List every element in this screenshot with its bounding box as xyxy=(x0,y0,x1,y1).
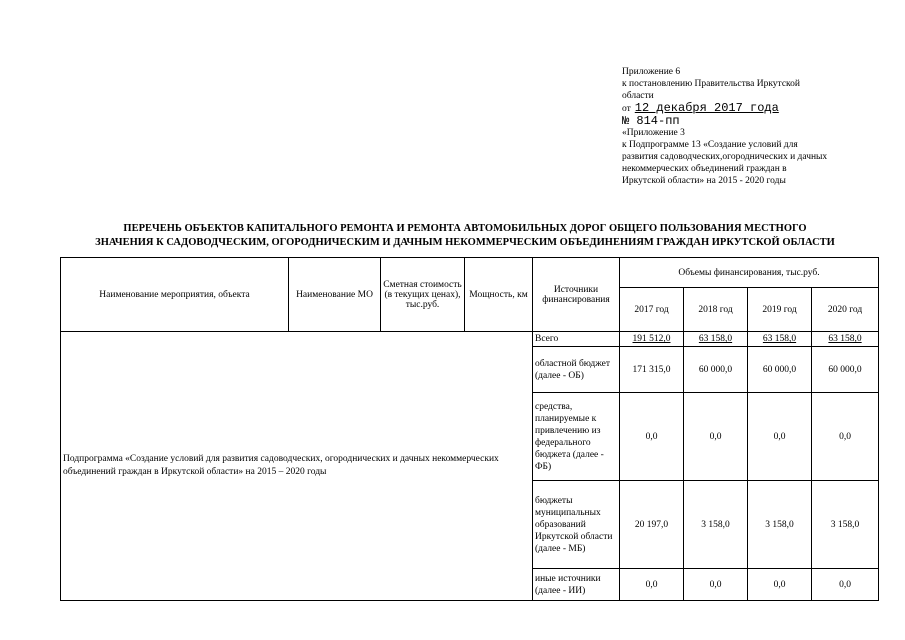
appendix-number: Приложение 6 xyxy=(622,67,681,77)
annex-3: «Приложение 3 xyxy=(622,128,685,138)
header-cost: Сметная стоимость (в текущих ценах), тыс.руб. xyxy=(381,258,465,332)
title-line-1: ПЕРЕЧЕНЬ ОБЪЕКТОВ КАПИТАЛЬНОГО РЕМОНТА И РЕМОНТА АВТОМОБИЛЬНЫХ ДОРОГ ОБЩЕГО ПОЛЬЗОВАНИЯ МЕСТНОГО xyxy=(123,223,807,234)
header-sources: Источники финансирования xyxy=(533,258,620,332)
resolution-date: 12 декабря 2017 года xyxy=(634,101,779,115)
value-cell: 63 158,0 xyxy=(812,332,879,347)
subprogram-ref-3: некоммерческих объединений граждан в xyxy=(622,164,787,174)
value-cell: 60 000,0 xyxy=(748,347,812,393)
value-cell: 3 158,0 xyxy=(812,481,879,569)
value-cell: 171 315,0 xyxy=(620,347,684,393)
value-cell: 0,0 xyxy=(620,393,684,481)
value-cell: 60 000,0 xyxy=(812,347,879,393)
value-cell: 0,0 xyxy=(684,569,748,601)
table-row xyxy=(61,332,879,347)
object-name: Подпрограмма «Создание условий для развития садоводческих, огороднических и дачных некоммерческих объединений граждан в Иркутской области» на 2015 – 2020 годы xyxy=(61,332,533,601)
resolution-ref: к постановлению Правительства Иркутской xyxy=(622,79,801,89)
source-cell: средства, планируемые к привлечению из федерального бюджета (далее - ФБ) xyxy=(533,393,620,481)
header-mo: Наименование МО xyxy=(289,258,381,332)
subprogram-ref-2: развития садоводческих,огороднических и дачных xyxy=(622,152,828,162)
header-capacity: Мощность, км xyxy=(465,258,533,332)
appendix-header xyxy=(622,66,892,187)
header-year-2018: 2018 год xyxy=(684,288,748,332)
date-prefix: от xyxy=(622,104,631,114)
source-cell: областной бюджет (далее - ОБ) xyxy=(533,347,620,393)
header-name: Наименование мероприятия, объекта xyxy=(61,258,289,332)
header-volumes: Объемы финансирования, тыс.руб. xyxy=(620,258,879,288)
value-cell: 0,0 xyxy=(812,569,879,601)
value-cell: 191 512,0 xyxy=(620,332,684,347)
value-cell: 63 158,0 xyxy=(684,332,748,347)
subprogram-ref-1: к Подпрограмме 13 «Создание условий для xyxy=(622,140,798,150)
header-year-2019: 2019 год xyxy=(748,288,812,332)
subprogram-ref-4: Иркутской области» на 2015 - 2020 годы xyxy=(622,176,786,186)
financing-table xyxy=(60,257,879,601)
value-cell: 3 158,0 xyxy=(684,481,748,569)
source-cell: Всего xyxy=(533,332,620,347)
value-cell: 63 158,0 xyxy=(748,332,812,347)
value-cell: 60 000,0 xyxy=(684,347,748,393)
region-name: области xyxy=(622,91,654,101)
value-cell: 0,0 xyxy=(748,569,812,601)
value-cell: 3 158,0 xyxy=(748,481,812,569)
value-cell: 0,0 xyxy=(684,393,748,481)
value-cell: 20 197,0 xyxy=(620,481,684,569)
source-cell: иные источники (далее - ИИ) xyxy=(533,569,620,601)
header-year-2017: 2017 год xyxy=(620,288,684,332)
value-cell: 0,0 xyxy=(620,569,684,601)
source-cell: бюджеты муниципальных образований Иркутской области (далее - МБ) xyxy=(533,481,620,569)
resolution-number: № 814-пп xyxy=(622,114,680,128)
header-year-2020: 2020 год xyxy=(812,288,879,332)
value-cell: 0,0 xyxy=(748,393,812,481)
title-line-2: ЗНАЧЕНИЯ К САДОВОДЧЕСКИМ, ОГОРОДНИЧЕСКИМ И ДАЧНЫМ НЕКОММЕРЧЕСКИМ ОБЪЕДИНЕНИЯМ ГРАЖДАН ИРКУТСКОЙ ОБЛАСТИ xyxy=(95,237,835,248)
value-cell: 0,0 xyxy=(812,393,879,481)
document-title xyxy=(40,222,890,250)
